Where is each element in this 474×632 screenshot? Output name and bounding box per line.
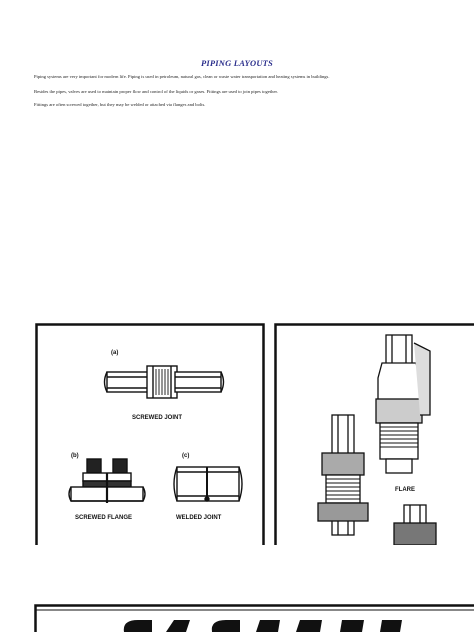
label-screwed-joint: SCREWED JOINT	[132, 415, 183, 421]
joints-figure	[35, 323, 265, 545]
figure-frame	[37, 325, 264, 546]
paragraph-piping-systems: Piping systems are very important for modern life. Piping is used in petroleum, natural gas, clean or waste water transportation and heating systems in buildings.	[34, 74, 330, 79]
page-title: PIPING LAYOUTS	[201, 58, 273, 68]
label-b: (b)	[71, 453, 79, 459]
label-screwed-flange: SCREWED FLANGE	[75, 515, 132, 521]
label-a: (a)	[111, 350, 119, 356]
label-welded-joint: WELDED JOINT	[176, 515, 222, 521]
paragraph-valves: Besides the pipes, valves are used to maintain proper flow and control of the liquids or gases. Fittings are used to join pipes together.	[34, 89, 278, 94]
paragraph-fittings: Fittings are often screwed together, but they may be welded or attached via flanges and bolts.	[34, 102, 206, 107]
label-flare: FLARE	[395, 487, 415, 493]
flare-fitting-illustration	[318, 335, 436, 545]
flare-fittings-figure	[274, 323, 474, 545]
next-figure-partial	[34, 604, 474, 632]
label-c: (c)	[182, 453, 190, 459]
welded-joint-illustration	[174, 467, 242, 501]
